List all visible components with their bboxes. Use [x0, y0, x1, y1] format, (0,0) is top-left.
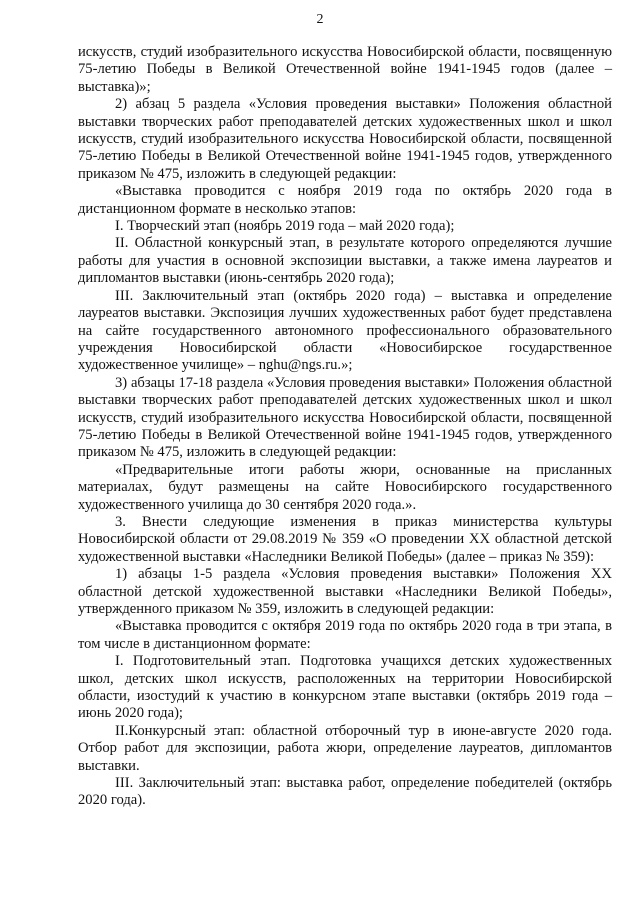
paragraph: III. Заключительный этап: выставка работ, определение победителей (октябрь 2020 года).	[78, 775, 612, 809]
document-body	[78, 44, 612, 810]
paragraph: «Предварительные итоги работы жюри, основанные на присланных материалах, будут размещены на сайте Новосибирского государственного художественного училища до 30 сентября 2020 года.».	[78, 461, 612, 513]
page-number: 2	[316, 12, 324, 27]
paragraph: «Выставка проводится с октября 2019 года по октябрь 2020 года в три этапа, в том числе в дистанционном формате:	[78, 618, 612, 652]
paragraph: 3. Внести следующие изменения в приказ министерства культуры Новосибирской области от 29.08.2019 № 359 «О проведении XX областной детской художественной выставки «Наследники Великой Победы» (далее – приказ № 359):	[78, 513, 612, 565]
paragraph: «Выставка проводится с ноября 2019 года по октябрь 2020 года в дистанционном формате в несколько этапов:	[78, 183, 612, 217]
paragraph: II.Конкурсный этап: областной отборочный тур в июне-августе 2020 года. Отбор работ для экспозиции, работа жюри, определение лауреатов, дипломантов выставки.	[78, 722, 612, 774]
paragraph: 3) абзацы 17-18 раздела «Условия проведения выставки» Положения областной выставки творческих работ преподавателей детских художественных школ и школ искусств, студий изобразительного искусства Новосибирской области, посвященной 75-летию Победы в Великой Отечественной войне 1941-1945 годов, утвержденного приказом № 475, изложить в следующей редакции:	[78, 374, 612, 461]
paragraph: 1) абзацы 1-5 раздела «Условия проведения выставки» Положения XX областной детской художественной выставки «Наследники Великой Победы», утвержденного приказом № 359, изложить в следующей редакции:	[78, 566, 612, 617]
paragraph: III. Заключительный этап (октябрь 2020 года) – выставка и определение лауреатов выставки. Экспозиция лучших художественных работ будет представлена на сайте государственного автономного профессионального образовательного учреждения Новосибирской области «Новосибирское государственное художественное училище» – nghu@ngs.ru.»;	[78, 287, 612, 374]
paragraph: I. Творческий этап (ноябрь 2019 года – май 2020 года);	[115, 218, 455, 235]
paragraph: 2) абзац 5 раздела «Условия проведения выставки» Положения областной выставки творческих работ преподавателей детских художественных школ и школ искусств, студий изобразительного искусства Новосибирской области, посвященной 75-летию Победы в Великой Отечественной войне 1941-1945 годов, утвержденного приказом № 475, изложить в следующей редакции:	[78, 96, 612, 182]
paragraph: I. Подготовительный этап. Подготовка учащихся детских художественных школ, детских школ искусств, расположенных на территории Новосибирской области, изостудий к участию в конкурсном этапе выставки (октябрь 2019 года – июнь 2020 года);	[78, 653, 612, 722]
paragraph: искусств, студий изобразительного искусства Новосибирской области, посвященную 75-летию Победы в Великой Отечественной войне 1941-1945 годов (далее – выставка)»;	[78, 44, 612, 95]
paragraph: II. Областной конкурсный этап, в результате которого определяются лучшие работы для участия в основной экспозиции выставки, а также имена лауреатов и дипломантов выставки (июнь-сентябрь 2020 года);	[78, 235, 612, 287]
